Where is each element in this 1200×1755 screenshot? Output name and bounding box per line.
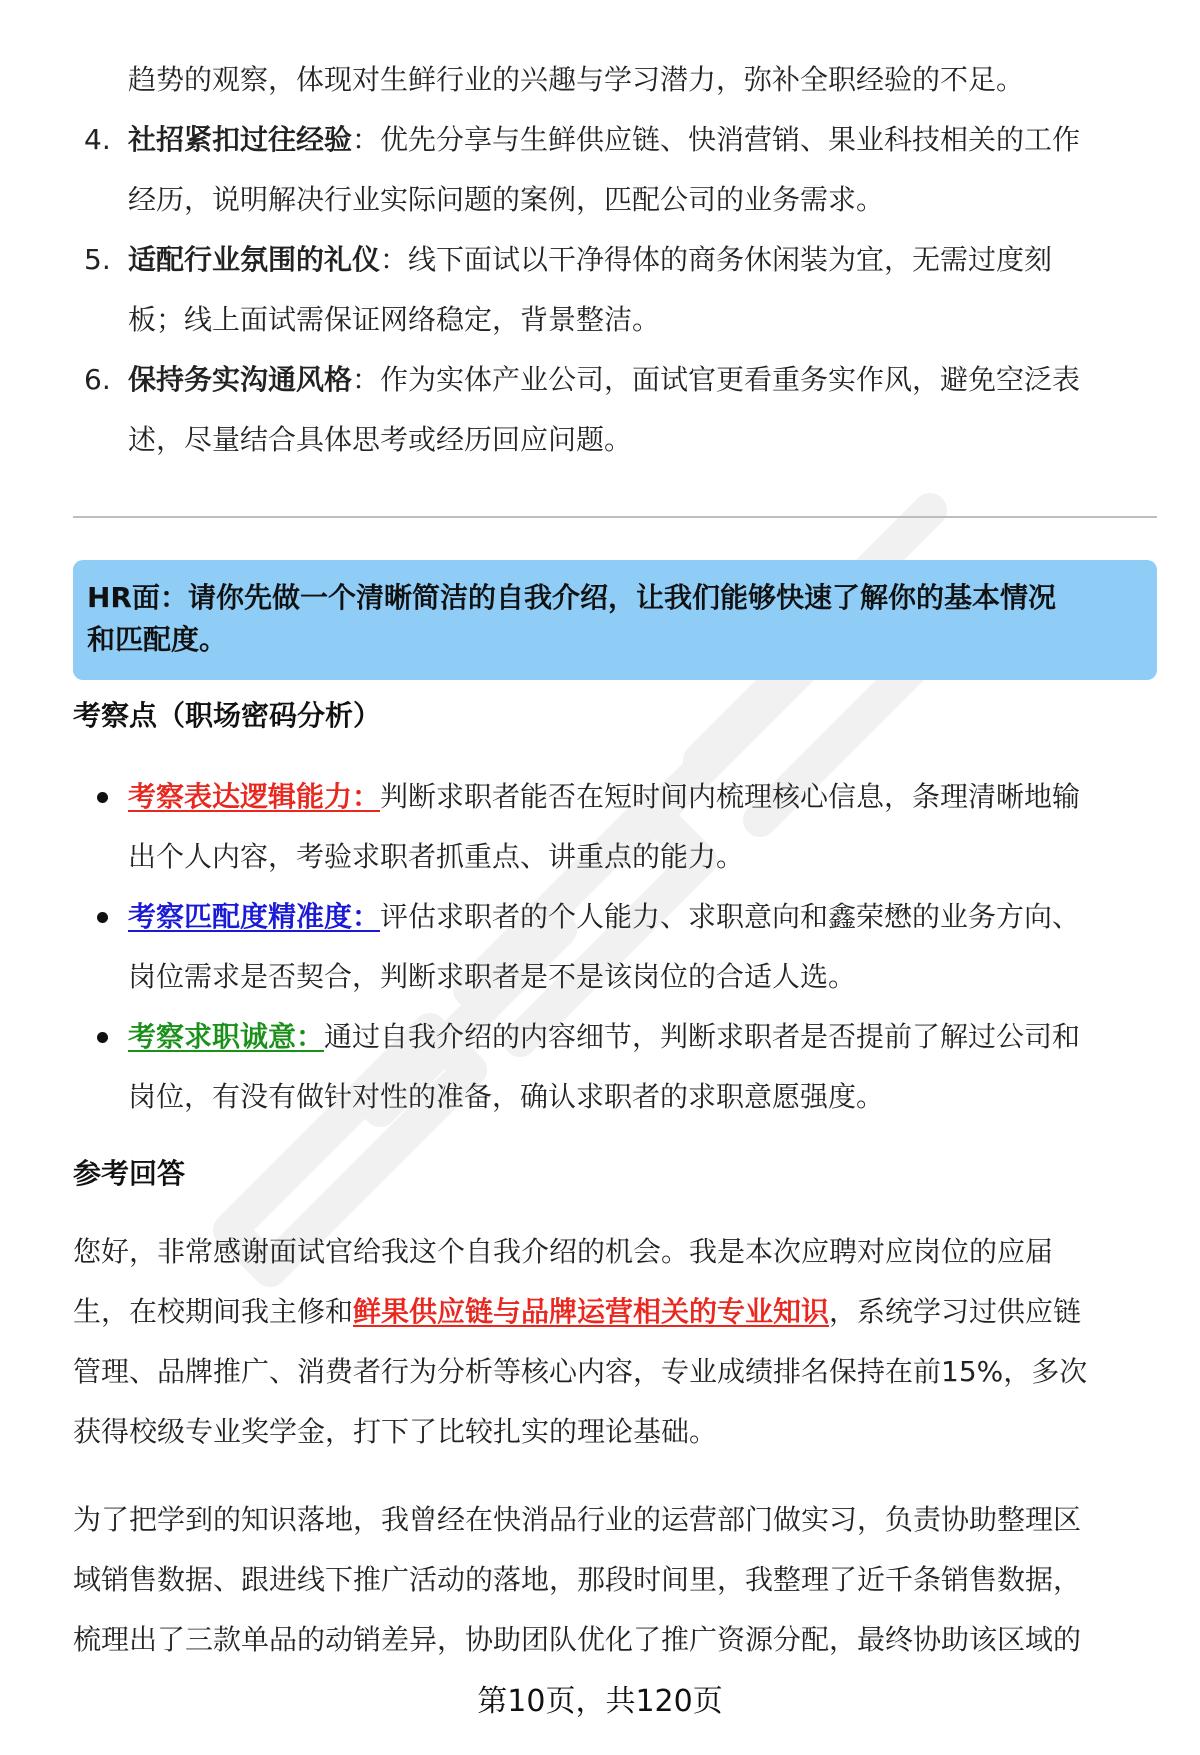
page-number: 第10页，共120页 [477, 1684, 723, 1719]
list-item [128, 897, 1080, 937]
answer-text-segment: ，系统学习过供应链 [829, 1295, 1082, 1328]
list-number: 6. [84, 363, 111, 396]
list-item [128, 120, 1080, 160]
answer-highlight: 鲜果供应链与品牌运营相关的专业知识 [353, 1295, 830, 1328]
bullet-icon [97, 792, 108, 803]
list-number: 4. [84, 123, 111, 156]
answer-text-segment: 生，在校期间我主修和 [73, 1295, 354, 1328]
assessment-text: 通过自我介绍的内容细节，判断求职者是否提前了解过公司和 [324, 1020, 1081, 1053]
answer-text: 您好，非常感谢面试官给我这个自我介绍的机会。我是本次应聘对应岗位的应届 [73, 1235, 1054, 1268]
question-text: HR面：请你先做一个清晰简洁的自我介绍，让我们能够快速了解你的基本情况 [87, 581, 1056, 614]
section-divider [73, 516, 1157, 518]
tip-text: ：线下面试以干净得体的商务休闲装为宜，无需过度刻 [380, 243, 1053, 276]
tip-title: 适配行业氛围的礼仪 [128, 243, 381, 276]
tip-text: ：优先分享与生鲜供应链、快消营销、果业科技相关的工作 [352, 123, 1081, 156]
assessment-heading: 考察点（职场密码分析） [73, 699, 382, 732]
tip-text: ：作为实体产业公司，面试官更看重务实作风，避免空泛表 [352, 363, 1081, 396]
assessment-text: 岗位需求是否契合，判断求职者是不是该岗位的合适人选。 [128, 960, 857, 993]
question-box [73, 560, 1157, 680]
list-item [128, 240, 1052, 280]
answer-text [73, 1292, 1081, 1332]
continuation-text: 趋势的观察，体现对生鲜行业的兴趣与学习潜力，弥补全职经验的不足。 [128, 63, 1025, 96]
answer-text: 为了把学到的知识落地，我曾经在快消品行业的运营部门做实习，负责协助整理区 [73, 1503, 1082, 1536]
tip-title: 社招紧扣过往经验 [128, 123, 353, 156]
assessment-text: 判断求职者能否在短时间内梳理核心信息，条理清晰地输 [380, 780, 1081, 813]
assessment-label: 考察求职诚意： [128, 1020, 325, 1053]
question-text: 和匹配度。 [87, 623, 228, 656]
tip-text: 板；线上面试需保证网络稳定，背景整洁。 [128, 303, 661, 336]
bullet-icon [97, 912, 108, 923]
tip-title: 保持务实沟通风格 [128, 363, 353, 396]
reference-heading: 参考回答 [73, 1157, 186, 1190]
assessment-label: 考察匹配度精准度： [128, 900, 381, 933]
assessment-label: 考察表达逻辑能力： [128, 780, 381, 813]
list-item [128, 777, 1080, 817]
assessment-text: 岗位，有没有做针对性的准备，确认求职者的求职意愿强度。 [128, 1080, 885, 1113]
list-item [128, 1017, 1080, 1057]
tip-text: 经历，说明解决行业实际问题的案例，匹配公司的业务需求。 [128, 183, 885, 216]
tip-text: 述，尽量结合具体思考或经历回应问题。 [128, 423, 633, 456]
answer-text: 梳理出了三款单品的动销差异，协助团队优化了推广资源分配，最终协助该区域的 [73, 1623, 1082, 1656]
assessment-text: 评估求职者的个人能力、求职意向和鑫荣懋的业务方向、 [380, 900, 1081, 933]
answer-text: 管理、品牌推广、消费者行为分析等核心内容，专业成绩排名保持在前15%，多次 [73, 1355, 1088, 1388]
answer-text: 获得校级专业奖学金，打下了比较扎实的理论基础。 [73, 1415, 718, 1448]
answer-text: 域销售数据、跟进线下推广活动的落地，那段时间里，我整理了近千条销售数据， [73, 1563, 1082, 1596]
list-item [128, 360, 1080, 400]
assessment-text: 出个人内容，考验求职者抓重点、讲重点的能力。 [128, 840, 745, 873]
bullet-icon [97, 1032, 108, 1043]
list-number: 5. [84, 243, 111, 276]
